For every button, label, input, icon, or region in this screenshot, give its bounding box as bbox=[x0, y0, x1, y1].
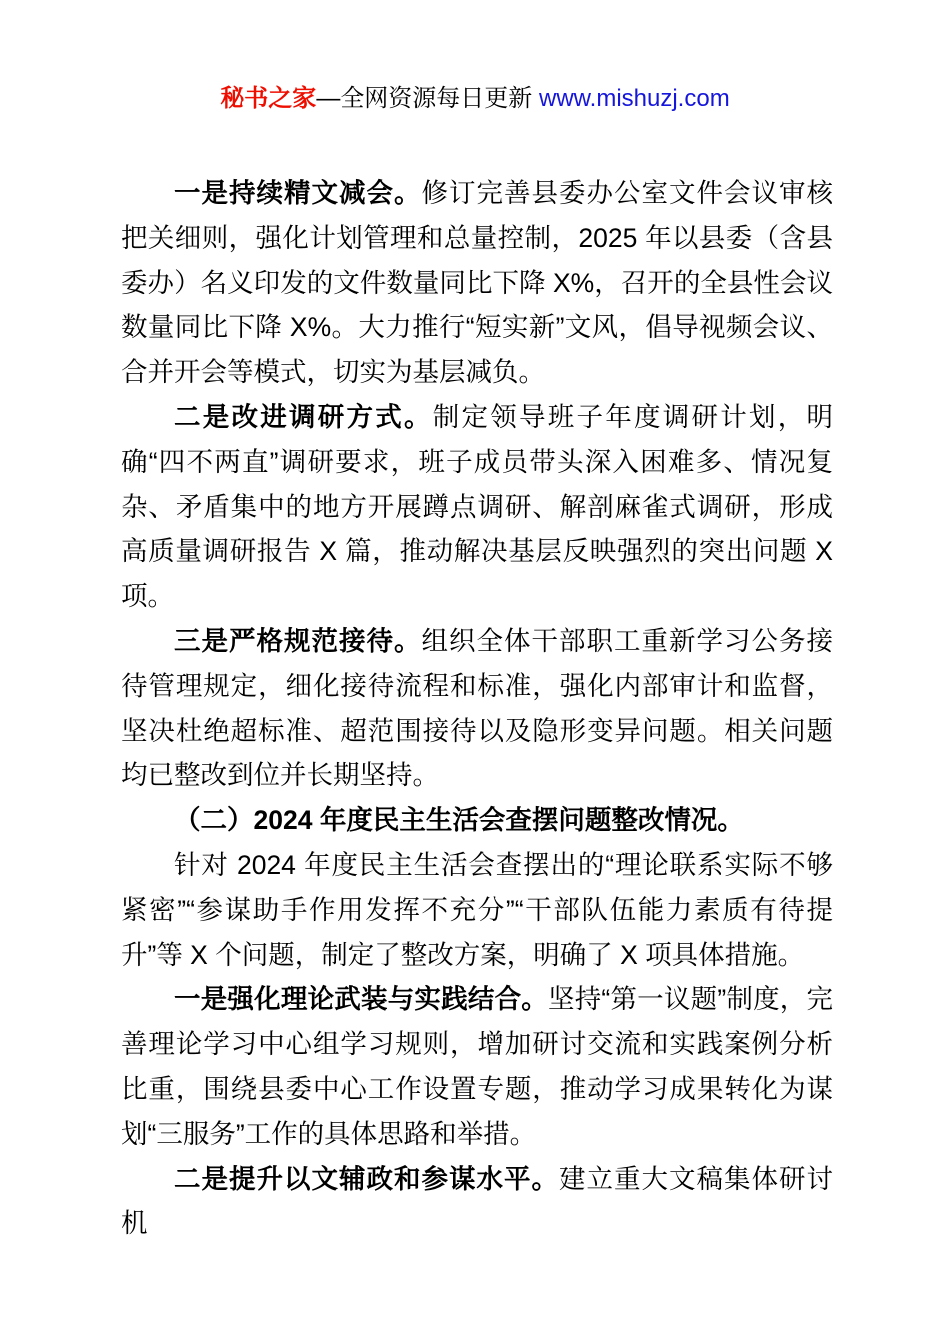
paragraph-lead: 三是严格规范接待。 bbox=[174, 625, 422, 656]
paragraph-lead: （二）2024 年度民主生活会查摆问题整改情况。 bbox=[174, 805, 744, 836]
document-paragraph bbox=[121, 1157, 833, 1247]
section-heading-2 bbox=[121, 798, 833, 843]
paragraph-text: 针对 2024 年度民主生活会查摆出的“理论联系实际不够紧密”“参谋助手作用发挥不充分”“干部队伍能力素质有待提升”等 X 个问题，制定了整改方案，明确了 X 项具体措施。 bbox=[121, 849, 833, 970]
site-brand: 秘书之家 bbox=[220, 85, 317, 112]
paragraph-lead: 二是改进调研方式。 bbox=[174, 401, 433, 432]
paragraph-text: 建立重大文稿集体研讨机 bbox=[121, 1163, 833, 1239]
paragraph-text: 坚持“第一议题”制度，完善理论学习中心组学习规则，增加研讨交流和实践案例分析比重，围绕县委中心工作设置专题，推动学习成果转化为谋划“三服务”工作的具体思路和举措。 bbox=[121, 984, 834, 1149]
document-paragraph bbox=[121, 843, 833, 977]
site-header bbox=[0, 0, 950, 116]
document-paragraph bbox=[121, 395, 833, 619]
paragraph-text: 修订完善县委办公室文件会议审核把关细则，强化计划管理和总量控制，2025 年以县委（含县委办）名义印发的文件数量同比下降 X%，召开的全县性会议数量同比下降 X%。大力推行“短实新”文风，倡导视频会议、合并开会等模式，切实为基层减负。 bbox=[121, 178, 833, 388]
paragraph-text: 制定领导班子年度调研计划，明确“四不两直”调研要求，班子成员带头深入困难多、情况复杂、矛盾集中的地方开展蹲点调研、解剖麻雀式调研，形成高质量调研报告 X 篇，推动解决基层反映强烈的突出问题 X 项。 bbox=[121, 401, 833, 612]
site-tagline: —全网资源每日更新 bbox=[316, 85, 539, 112]
document-body bbox=[121, 171, 833, 1246]
site-url-link[interactable]: www.mishuzj.com bbox=[538, 85, 730, 112]
document-paragraph bbox=[121, 619, 833, 798]
paragraph-lead: 一是强化理论武装与实践结合。 bbox=[174, 984, 548, 1015]
paragraph-lead: 一是持续精文减会。 bbox=[174, 178, 422, 208]
paragraph-lead: 二是提升以文辅政和参谋水平。 bbox=[174, 1163, 559, 1194]
document-paragraph bbox=[121, 171, 833, 395]
document-paragraph bbox=[121, 977, 833, 1156]
paragraph-text: 组织全体干部职工重新学习公务接待管理规定，细化接待流程和标准，强化内部审计和监督，坚决杜绝超标准、超范围接待以及隐形变异问题。相关问题均已整改到位并长期坚持。 bbox=[121, 625, 833, 791]
